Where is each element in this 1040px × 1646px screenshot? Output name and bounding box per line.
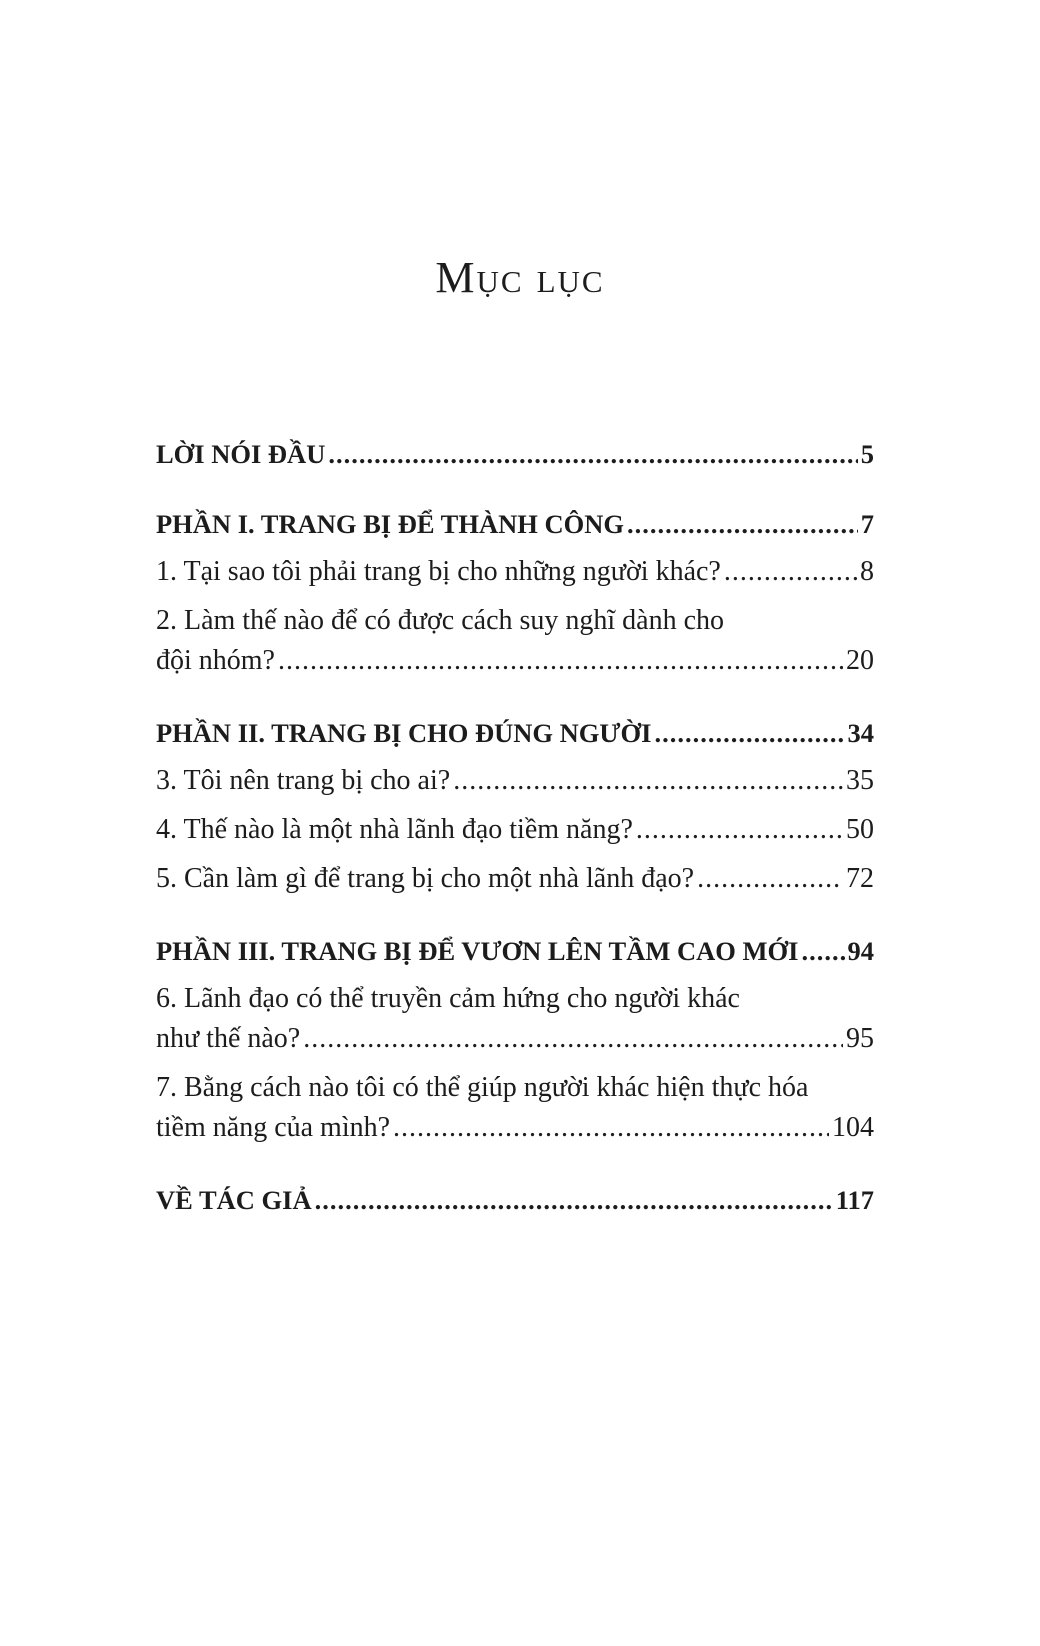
toc-part-label: PHẦN I. TRANG BỊ ĐỂ THÀNH CÔNG <box>156 509 624 539</box>
dot-leader <box>724 552 857 592</box>
toc-page-number: 95 <box>846 1023 874 1054</box>
toc-page-number: 117 <box>835 1185 874 1215</box>
dot-leader <box>393 1108 829 1148</box>
toc-chapter-3[interactable] <box>156 761 874 801</box>
dot-leader <box>303 1019 843 1059</box>
toc-chapter-2[interactable] <box>156 601 874 681</box>
dot-leader <box>697 859 843 899</box>
toc-chapter-label-line2: đội nhóm? <box>156 645 275 676</box>
toc-page-number: 8 <box>860 556 874 587</box>
dot-leader <box>801 931 844 971</box>
table-of-contents <box>156 434 874 1220</box>
dot-leader <box>315 1180 833 1220</box>
dot-leader <box>654 713 844 753</box>
toc-chapter-label: 1. Tại sao tôi phải trang bị cho những người khác? <box>156 556 721 587</box>
dot-leader <box>636 810 843 850</box>
toc-chapter-label-line1: 6. Lãnh đạo có thể truyền cảm hứng cho người khác <box>156 983 740 1014</box>
toc-part-3[interactable] <box>156 931 874 971</box>
toc-entry-label: LỜI NÓI ĐẦU <box>156 439 326 469</box>
toc-entry-foreword[interactable] <box>156 434 874 474</box>
toc-chapter-1[interactable] <box>156 552 874 592</box>
toc-part-2[interactable] <box>156 713 874 753</box>
dot-leader <box>453 761 843 801</box>
toc-entry-label: VỀ TÁC GIẢ <box>156 1185 312 1215</box>
toc-chapter-5[interactable] <box>156 859 874 899</box>
toc-page-number: 35 <box>846 765 874 796</box>
toc-entry-about-author[interactable] <box>156 1180 874 1220</box>
toc-page-number: 7 <box>860 509 874 539</box>
toc-chapter-label-line1: 2. Làm thế nào để có được cách suy nghĩ dành cho <box>156 605 725 636</box>
toc-chapter-4[interactable] <box>156 810 874 850</box>
toc-page-number: 20 <box>846 645 874 676</box>
toc-chapter-label: 4. Thế nào là một nhà lãnh đạo tiềm năng? <box>156 814 633 845</box>
toc-page-number: 50 <box>846 814 874 845</box>
toc-chapter-label: 5. Cần làm gì để trang bị cho một nhà lãnh đạo? <box>156 863 695 894</box>
dot-leader <box>278 641 843 681</box>
dot-leader <box>627 504 858 544</box>
toc-chapter-7[interactable] <box>156 1068 874 1148</box>
toc-part-label: PHẦN II. TRANG BỊ CHO ĐÚNG NGƯỜI <box>156 718 652 748</box>
toc-part-1[interactable] <box>156 504 874 544</box>
page-title: Mục lục <box>435 253 605 302</box>
toc-page-number: 72 <box>846 863 874 894</box>
dot-leader <box>328 434 857 474</box>
toc-page-number: 5 <box>860 439 874 469</box>
toc-chapter-label: 3. Tôi nên trang bị cho ai? <box>156 765 451 796</box>
toc-chapter-label-line1: 7. Bằng cách nào tôi có thể giúp người khác hiện thực hóa <box>156 1072 809 1103</box>
toc-page-number: 94 <box>847 936 874 966</box>
toc-chapter-6[interactable] <box>156 979 874 1059</box>
toc-page-number: 34 <box>847 718 874 748</box>
toc-page-number: 104 <box>832 1112 874 1143</box>
toc-chapter-label-line2: như thế nào? <box>156 1023 301 1054</box>
toc-part-label: PHẦN III. TRANG BỊ ĐỂ VƯƠN LÊN TẦM CAO MỚI <box>156 936 799 966</box>
toc-chapter-label-line2: tiềm năng của mình? <box>156 1112 391 1143</box>
